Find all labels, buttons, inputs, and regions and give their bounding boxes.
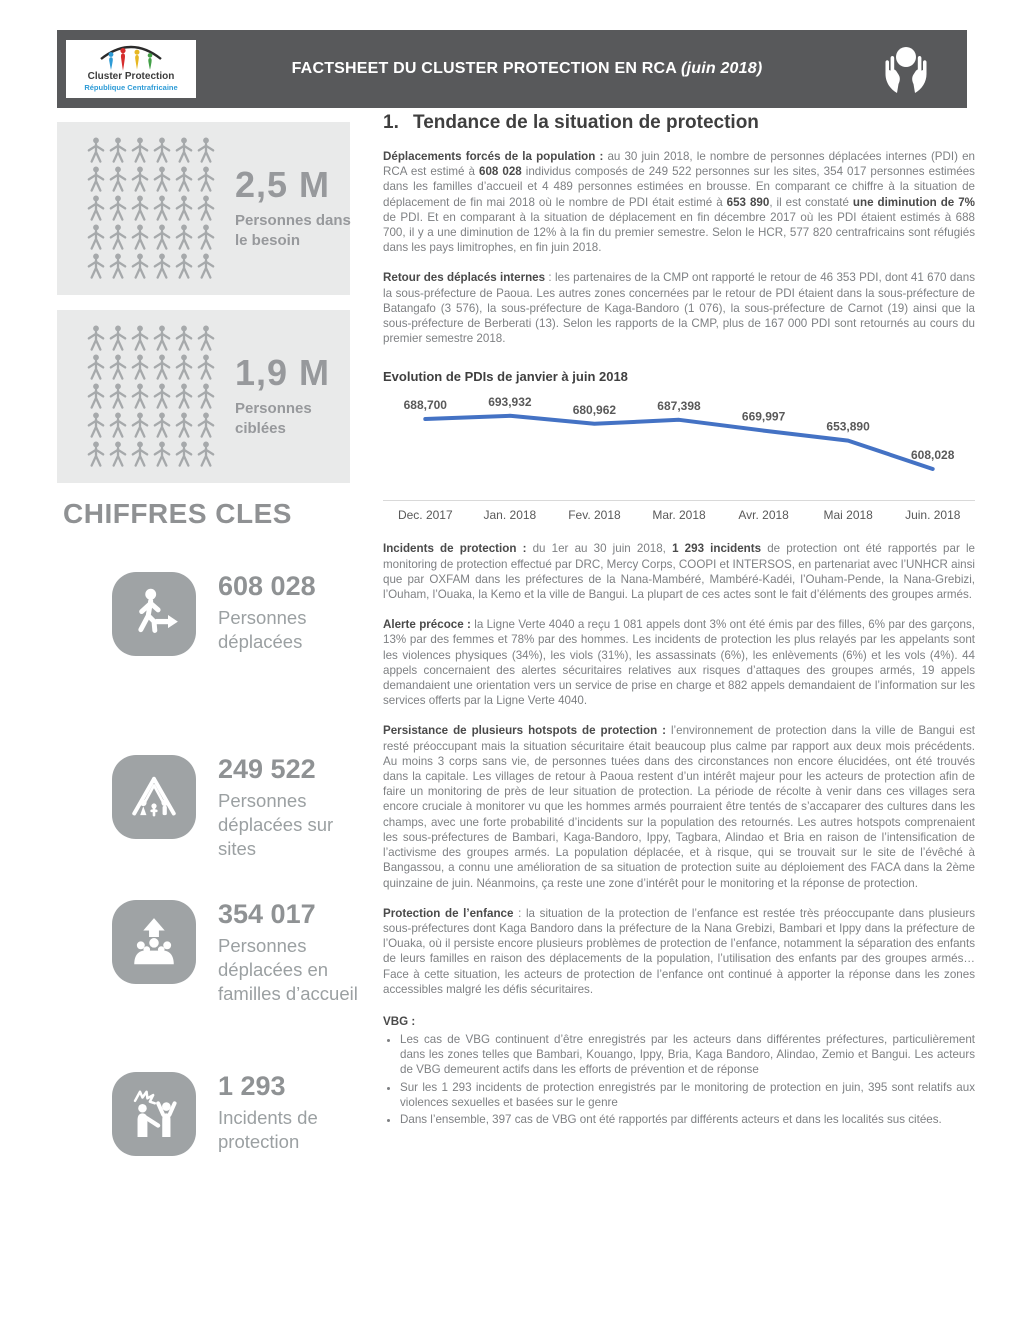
stat-host-families [112, 900, 368, 1005]
people-pictogram [85, 324, 217, 469]
header-bar [57, 30, 967, 108]
logo-title: Cluster Protection [87, 71, 175, 82]
stat-incidents [112, 1072, 368, 1156]
pdi-line-chart [383, 369, 975, 522]
people-targeted-value: 1,9 M [235, 352, 331, 393]
chart-x-axis [383, 500, 975, 522]
stat-displaced [112, 572, 368, 656]
paragraph-incidents: Incidents de protection : du 1er au 30 juin 2018, 1 293 incidents de protection ont été rapportés par le monitoring de protection effectué par DRC, Mercy Corps, COOPI et INTERSOS, en partenariat avec l’UNHCR ainsi que par OXFAM dans les préfectures de la Nana-Mambéré, Mambéré-Kadéi, l’Ouham-Pende, la Nana-Grebizi, l’Ouham, l’Ouaka, la Kemo et la ville de Bangui. La plupart de ces actes sont le fait d’éléments des groupes armés. [383, 542, 975, 602]
people-in-need-value: 2,5 M [235, 164, 331, 205]
main-content [383, 112, 975, 1127]
logo-people-arc-icon [95, 42, 167, 72]
people-pictogram [85, 136, 217, 281]
paragraph-deplacements: Déplacements forcés de la population : au 30 juin 2018, le nombre de personnes déplacées internes (PDI) en RCA est estimé à 608 028 individus composés de 249 522 personnes sur les sites, 354 017 personnes estimées dans les familles d’accueil et 4 489 personnes estimées en brousse. En comparant ce chiffre à la situation de déplacement de fin mai 2018 où le nombre de PDI était estimé à 653 890, il est constaté une diminution de 7% de PDI. Et en comparant à la situation de déplacement en fin décembre 2017 où les PDI étaient estimés à 688 700, il y a une diminution de 12% à la fin du premier semestre. Selon le HCR, 577 820 centrafricains sont réfugiés dans les pays limitrophes, en fin juin 2018. [383, 150, 976, 255]
logo-subtitle: République Centrafricaine [84, 82, 178, 92]
stat-displaced-sites [112, 755, 368, 860]
svg-text:680,962: 680,962 [572, 403, 617, 418]
key-figures-heading: CHIFFRES CLES [63, 498, 292, 529]
vbg-heading: VBG : [383, 1014, 416, 1028]
vbg-item: • Dans l’ensemble, 397 cas de VBG ont été rapportés par différents acteurs et dans les localités sus citées. [400, 1112, 975, 1127]
stat-displaced-value: 608 028 [218, 571, 316, 601]
stat-host-families-label: Personnes déplacées en familles d’accueil [218, 935, 358, 1004]
svg-text:688,700: 688,700 [403, 398, 447, 413]
paragraph-hotspots: Persistance de plusieurs hotspots de protection : l’environnement de protection dans la ville de Bangui est resté préoccupant mais la situation sécuritaire était beaucoup plus calme par rapport aux deux mois précédents. Au moins 3 corps sans vie, de personnes tuées dans des circonstances non encore élucidées, ont été trouvés dans la capitale. Les villages de retour à Paoua restent d’un intérêt majeur pour les acteurs de protection afin de faire un monitoring de près de leur situation de protection. La période de récolte à venir dans ces villages sera encore cruciale à monitorer vu que les hommes armés pourraient être tentés de s’accaparer des cultures dans les champs, avec une forte probabilité d’incidents sur la population des retournés. Les autres hotspots comprenaient les sous-préfectures de Bambari, Kaga-Bandoro, Ippy, Tagbara, Alindao et Bria en raison de l’intensification de l’activisme des groupes armés. La population déplacée, et à risque, qui se trouvait sur le site de l’évêché à Bangassou, a connu une amélioration de sa situation de protection suite au déploiement des FACA dans la 2ème quinzaine de juin. Néanmoins, ça reste une zone d’intérêt pour le monitoring et la réponse de protection. [383, 724, 976, 890]
vbg-item: • Les cas de VBG continuent d’être enregistrés par les acteurs dans différentes préfectures, particulièrement dans les zones telles que Bambari, Kouango, Ippy, Bria, Kaga Bandoro, Alindao, Zemio et Bangui. Les acteurs de VBG demeurent actifs dans les efforts de prévention et de réponse [400, 1032, 975, 1078]
cluster-protection-logo [66, 40, 196, 98]
svg-text:693,932: 693,932 [488, 395, 532, 410]
section-title-text: Tendance de la situation de protection [413, 112, 759, 133]
chart-title: Evolution de PDIs de janvier à juin 2018 [383, 369, 628, 385]
paragraph-retour: Retour des déplacés internes : les partenaires de la CMP ont rapporté le retour de 46 353 PDI, dont 41 670 dans la sous-préfecture de Paoua. Les autres zones concernées par le retour de PDI étaient dans la sous-préfecture de Batangafo (3 576), la sous-préfecture de Kaga-Bandoro (1 076), la sous-préfecture de Carnot (19) ainsi que la sous-préfecture de Berberati (13). Selon les rapports de la CMP, plus de 167 000 PDI sont retournés au cours du premier semestre 2018. [383, 271, 975, 346]
chart-canvas [383, 394, 975, 494]
x-tick: Juin. 2018 [905, 508, 961, 523]
tent-family-icon [112, 755, 196, 839]
people-in-need-box [57, 122, 350, 295]
stat-incidents-label: Incidents de protection [218, 1107, 318, 1153]
x-tick: Mai 2018 [823, 508, 873, 523]
x-tick: Avr. 2018 [738, 508, 789, 523]
people-in-need-label: Personnes dans le besoin [235, 212, 351, 249]
x-tick: Dec. 2017 [397, 508, 453, 523]
stat-host-families-value: 354 017 [218, 899, 316, 929]
page-title-date: (juin 2018) [681, 60, 763, 77]
svg-text:608,028: 608,028 [911, 448, 955, 463]
paragraph-alerte: Alerte précoce : la Ligne Verte 4040 a reçu 1 081 appels dont 3% ont été émis par des filles, 6% par des garçons, 13% par des femmes et 78% par des hommes. Les incidents de protection les plus relayés par les appelants sont les violences physiques (34%), les viols (31%), les assassinats (6%), les enlèvements (6%) et les vols (4%). 44 appels concernaient des alertes sécuritaires relatives aux risques d’attaques des groupes armés, 19 appels demandaient une orientation vers un service de prise en charge et 882 appels demandaient de l’information sur les services offerts par la Ligne Verte 4040. [383, 618, 975, 708]
x-tick: Fev. 2018 [568, 508, 621, 523]
svg-text:669,997: 669,997 [741, 410, 786, 425]
svg-text:653,890: 653,890 [826, 420, 870, 435]
section-number: 1. [383, 112, 399, 133]
displaced-person-icon [112, 572, 196, 656]
stat-displaced-sites-value: 249 522 [218, 754, 316, 784]
svg-text:687,398: 687,398 [657, 399, 701, 414]
stat-incidents-value: 1 293 [218, 1071, 286, 1101]
page-title: FACTSHEET DU CLUSTER PROTECTION EN RCA (juin 2018) [291, 60, 763, 77]
section-title [383, 112, 975, 134]
x-tick: Mar. 2018 [652, 508, 706, 523]
paragraph-enfance: Protection de l’enfance : la situation de la protection de l’enfance est restée très préoccupante dans plusieurs sous-préfectures dont Kaga Bandoro dans la préfecture de la Nana Grebizi, Bambari et Ippy dans la préfecture de l’Ouaka, où il persiste encore plusieurs problèmes de protection de l’enfance, notamment la séparation des enfants de leurs familles en raison des déplacements de la population, l’utilisation des enfants par des groupes armés… Face à cette situation, les acteurs de protection de l’enfance ont continué à apporter la réponse dans les zones accessibles malgré les défis sécuritaires. [383, 906, 975, 996]
x-tick: Jan. 2018 [483, 508, 537, 523]
people-targeted-label: Personnes ciblées [235, 400, 312, 437]
stat-displaced-label: Personnes déplacées [218, 607, 307, 653]
people-targeted-box [57, 310, 350, 483]
vbg-item: • Sur les 1 293 incidents de protection enregistrés par le monitoring de protection en juin, 395 sont relatifs aux violences sexuelles et basées sur le genre [400, 1080, 975, 1110]
protection-hands-icon [867, 43, 945, 95]
stat-displaced-sites-label: Personnes déplacées sur sites [218, 790, 334, 859]
vbg-list [383, 1032, 975, 1127]
host-family-icon [112, 900, 196, 984]
incident-icon [112, 1072, 196, 1156]
